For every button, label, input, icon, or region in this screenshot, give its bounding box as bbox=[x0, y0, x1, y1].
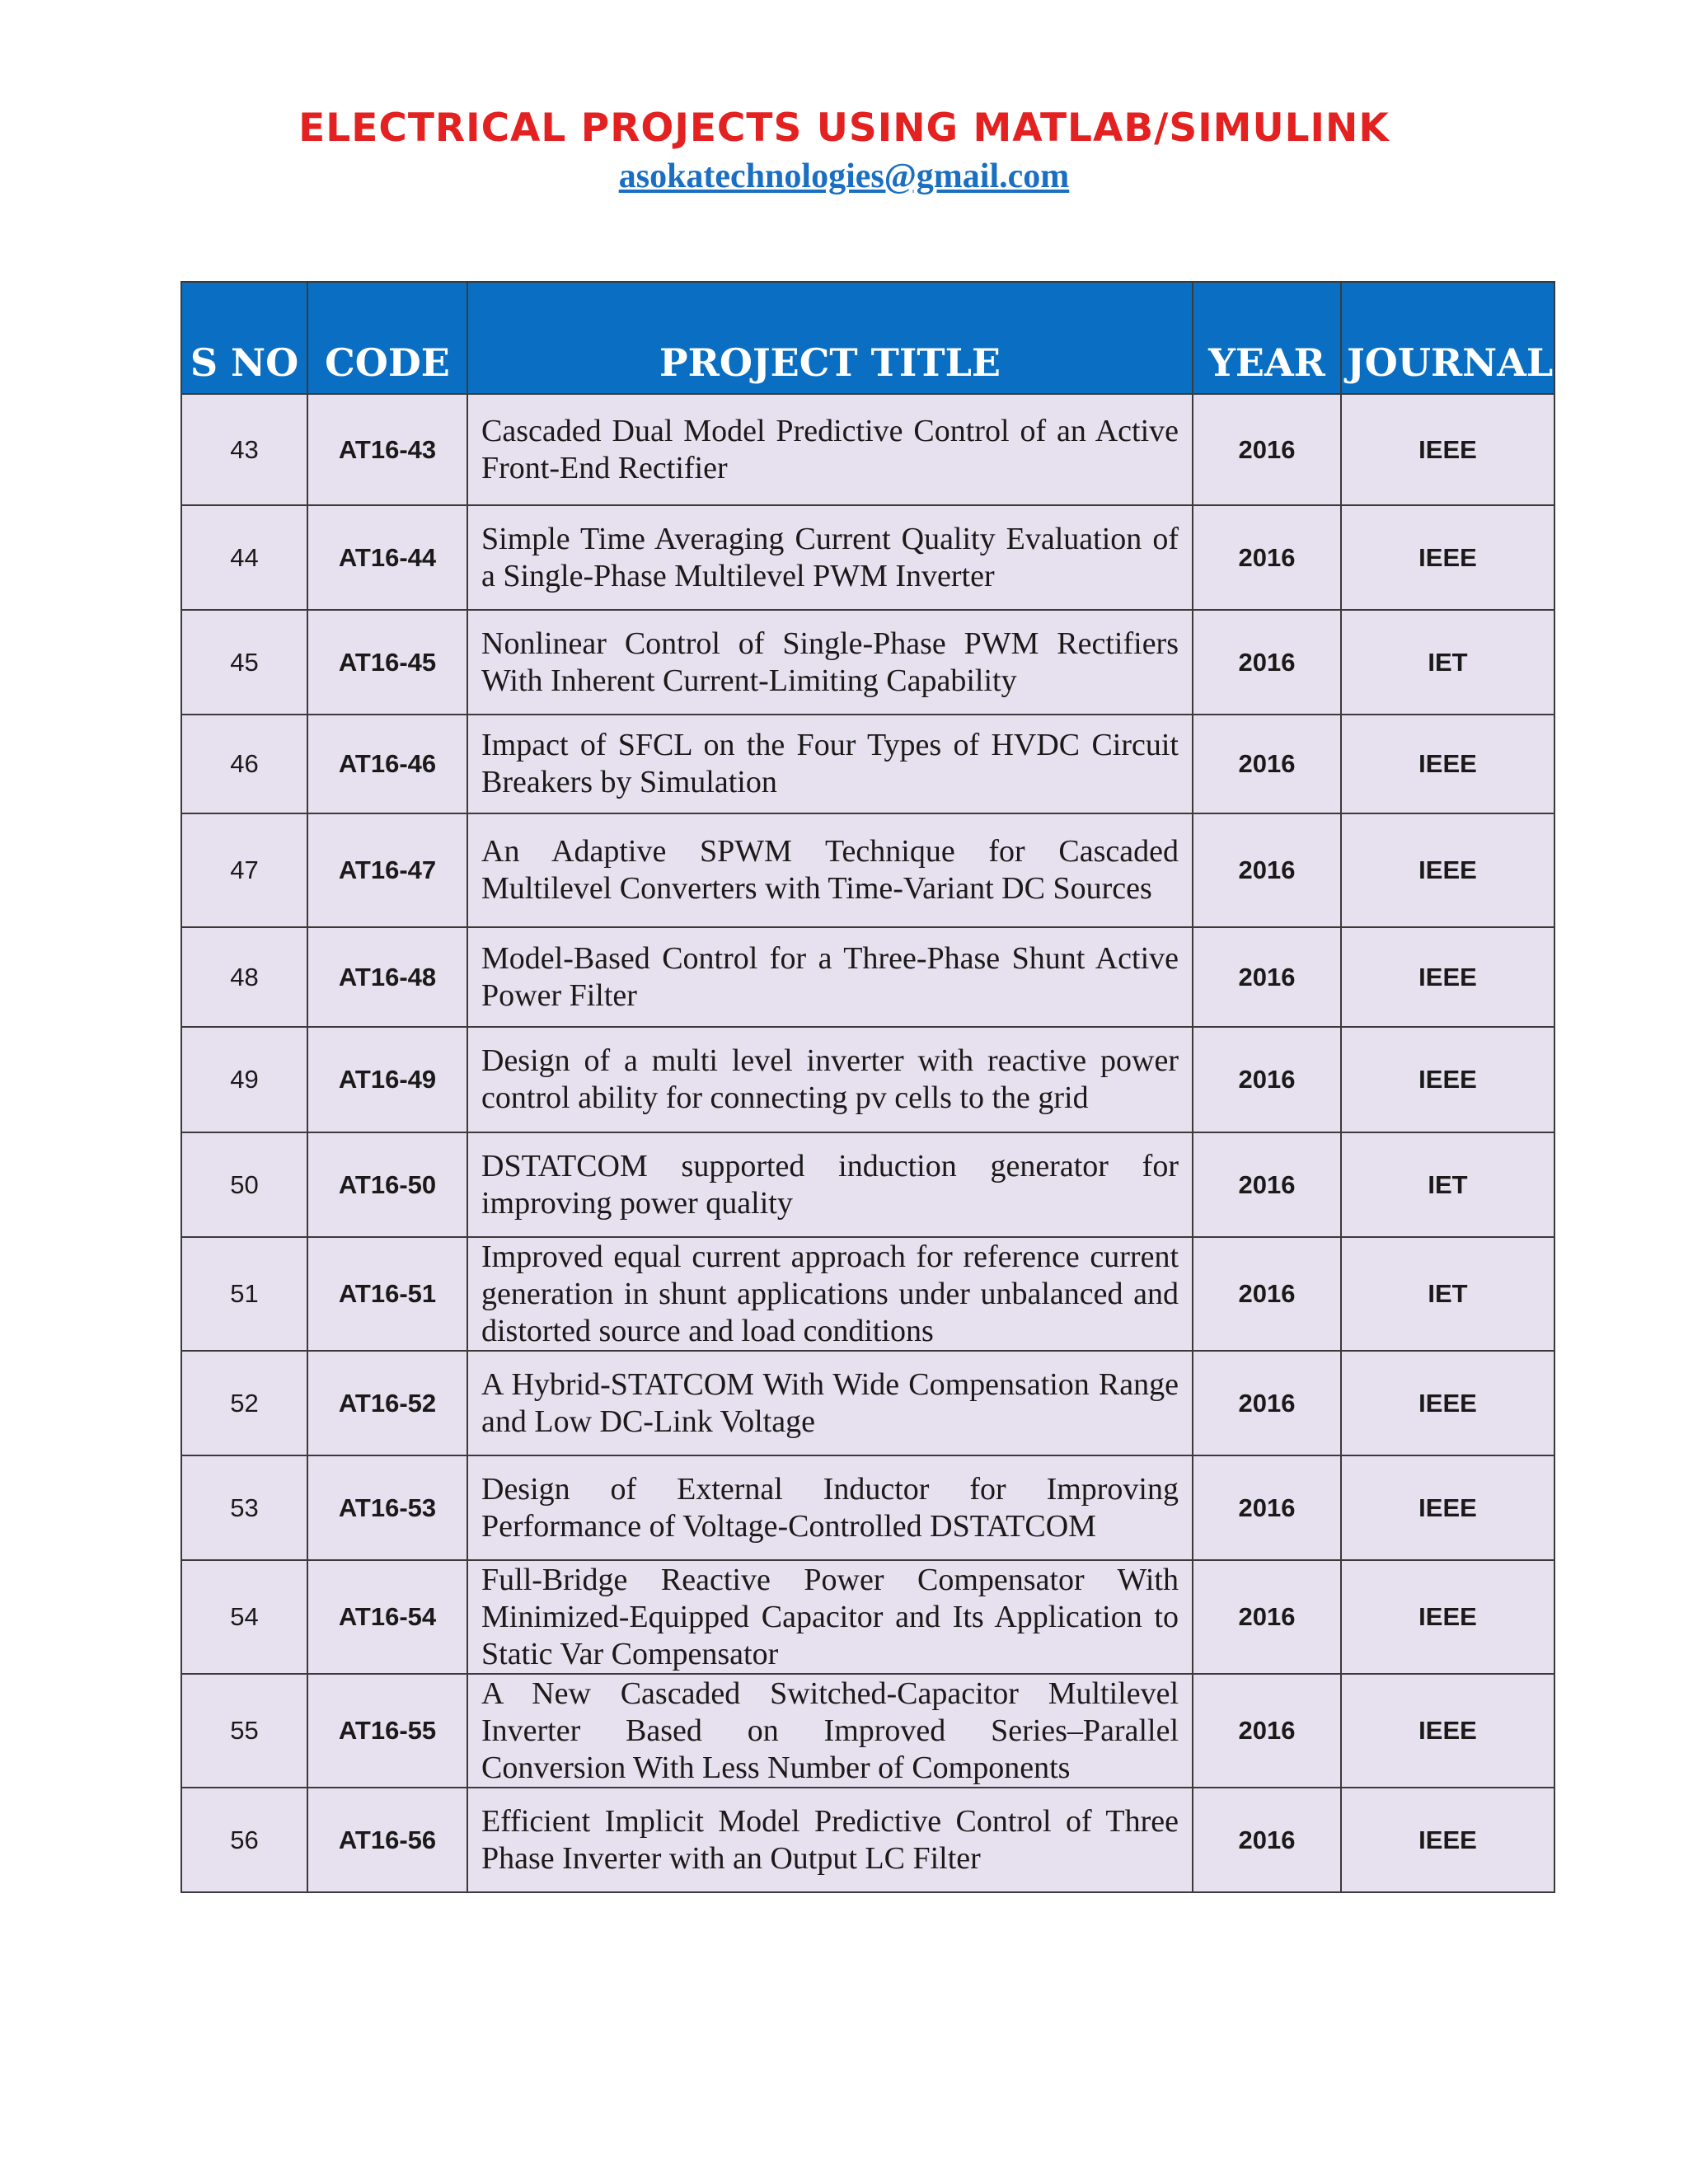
page-title: ELECTRICAL PROJECTS USING MATLAB/SIMULINK bbox=[298, 105, 1390, 151]
cell-sno: 52 bbox=[181, 1351, 307, 1455]
cell-title: An Adaptive SPWM Technique for Cascaded Multilevel Converters with Time-Variant DC Sources bbox=[467, 813, 1193, 927]
cell-journal: IEEE bbox=[1341, 813, 1554, 927]
cell-journal: IEEE bbox=[1341, 1455, 1554, 1560]
cell-code: AT16-49 bbox=[307, 1027, 467, 1132]
table-row bbox=[181, 813, 1554, 927]
cell-title: Design of External Inductor for Improving Performance of Voltage-Controlled DSTATCOM bbox=[467, 1455, 1193, 1560]
table-row bbox=[181, 1455, 1554, 1560]
table-row bbox=[181, 1027, 1554, 1132]
table-header bbox=[181, 282, 1554, 394]
cell-title: Efficient Implicit Model Predictive Control of Three Phase Inverter with an Output LC Filter bbox=[467, 1788, 1193, 1892]
cell-code: AT16-51 bbox=[307, 1237, 467, 1351]
cell-title: Full-Bridge Reactive Power Compensator With Minimized-Equipped Capacitor and Its Application to Static Var Compensator bbox=[467, 1560, 1193, 1674]
cell-journal: IEEE bbox=[1341, 715, 1554, 813]
column-header-title: PROJECT TITLE bbox=[467, 282, 1193, 394]
cell-year: 2016 bbox=[1193, 1788, 1341, 1892]
cell-sno: 46 bbox=[181, 715, 307, 813]
table-row bbox=[181, 1237, 1554, 1351]
cell-journal: IEEE bbox=[1341, 505, 1554, 610]
cell-year: 2016 bbox=[1193, 1560, 1341, 1674]
cell-year: 2016 bbox=[1193, 394, 1341, 505]
table-row bbox=[181, 715, 1554, 813]
table-row bbox=[181, 927, 1554, 1027]
cell-title: Simple Time Averaging Current Quality Evaluation of a Single-Phase Multilevel PWM Inverter bbox=[467, 505, 1193, 610]
cell-journal: IEEE bbox=[1341, 927, 1554, 1027]
table-row bbox=[181, 1560, 1554, 1674]
cell-code: AT16-56 bbox=[307, 1788, 467, 1892]
table-row bbox=[181, 1674, 1554, 1788]
contact-email bbox=[0, 157, 1688, 196]
column-header-sno: S NO bbox=[181, 282, 307, 394]
column-header-journal: JOURNAL bbox=[1341, 282, 1554, 394]
cell-sno: 50 bbox=[181, 1132, 307, 1237]
cell-sno: 43 bbox=[181, 394, 307, 505]
cell-title: Model-Based Control for a Three-Phase Shunt Active Power Filter bbox=[467, 927, 1193, 1027]
cell-title: Impact of SFCL on the Four Types of HVDC Circuit Breakers by Simulation bbox=[467, 715, 1193, 813]
table-row bbox=[181, 1788, 1554, 1892]
cell-year: 2016 bbox=[1193, 1027, 1341, 1132]
cell-journal: IET bbox=[1341, 1237, 1554, 1351]
table-row bbox=[181, 1351, 1554, 1455]
table-row bbox=[181, 505, 1554, 610]
cell-journal: IEEE bbox=[1341, 1788, 1554, 1892]
cell-title: Design of a multi level inverter with reactive power control ability for connecting pv cells to the grid bbox=[467, 1027, 1193, 1132]
column-header-code: CODE bbox=[307, 282, 467, 394]
cell-year: 2016 bbox=[1193, 715, 1341, 813]
cell-sno: 44 bbox=[181, 505, 307, 610]
cell-code: AT16-43 bbox=[307, 394, 467, 505]
cell-year: 2016 bbox=[1193, 1237, 1341, 1351]
cell-year: 2016 bbox=[1193, 1674, 1341, 1788]
cell-code: AT16-52 bbox=[307, 1351, 467, 1455]
cell-journal: IEEE bbox=[1341, 1674, 1554, 1788]
header-row bbox=[181, 282, 1554, 394]
cell-year: 2016 bbox=[1193, 1351, 1341, 1455]
table-row bbox=[181, 1132, 1554, 1237]
cell-sno: 53 bbox=[181, 1455, 307, 1560]
cell-year: 2016 bbox=[1193, 813, 1341, 927]
cell-title: DSTATCOM supported induction generator for improving power quality bbox=[467, 1132, 1193, 1237]
cell-title: Cascaded Dual Model Predictive Control of an Active Front-End Rectifier bbox=[467, 394, 1193, 505]
cell-journal: IEEE bbox=[1341, 1560, 1554, 1674]
cell-code: AT16-50 bbox=[307, 1132, 467, 1237]
table-row bbox=[181, 394, 1554, 505]
cell-sno: 48 bbox=[181, 927, 307, 1027]
cell-code: AT16-45 bbox=[307, 610, 467, 715]
cell-sno: 55 bbox=[181, 1674, 307, 1788]
cell-title: Nonlinear Control of Single-Phase PWM Rectifiers With Inherent Current-Limiting Capability bbox=[467, 610, 1193, 715]
cell-code: AT16-54 bbox=[307, 1560, 467, 1674]
cell-code: AT16-48 bbox=[307, 927, 467, 1027]
cell-code: AT16-44 bbox=[307, 505, 467, 610]
cell-code: AT16-47 bbox=[307, 813, 467, 927]
column-header-year: YEAR bbox=[1193, 282, 1341, 394]
cell-sno: 47 bbox=[181, 813, 307, 927]
cell-year: 2016 bbox=[1193, 610, 1341, 715]
cell-code: AT16-53 bbox=[307, 1455, 467, 1560]
cell-title: Improved equal current approach for reference current generation in shunt applications under unbalanced and distorted source and load conditions bbox=[467, 1237, 1193, 1351]
cell-journal: IEEE bbox=[1341, 1351, 1554, 1455]
email-link[interactable]: asokatechnologies@gmail.com bbox=[618, 157, 1070, 195]
cell-sno: 51 bbox=[181, 1237, 307, 1351]
cell-year: 2016 bbox=[1193, 1132, 1341, 1237]
cell-journal: IEEE bbox=[1341, 394, 1554, 505]
cell-title: A New Cascaded Switched-Capacitor Multilevel Inverter Based on Improved Series–Parallel Conversion With Less Number of Components bbox=[467, 1674, 1193, 1788]
cell-journal: IEEE bbox=[1341, 1027, 1554, 1132]
cell-year: 2016 bbox=[1193, 1455, 1341, 1560]
cell-journal: IET bbox=[1341, 610, 1554, 715]
cell-year: 2016 bbox=[1193, 927, 1341, 1027]
table-row bbox=[181, 610, 1554, 715]
cell-sno: 49 bbox=[181, 1027, 307, 1132]
cell-code: AT16-55 bbox=[307, 1674, 467, 1788]
cell-code: AT16-46 bbox=[307, 715, 467, 813]
cell-title: A Hybrid-STATCOM With Wide Compensation Range and Low DC-Link Voltage bbox=[467, 1351, 1193, 1455]
cell-year: 2016 bbox=[1193, 505, 1341, 610]
cell-sno: 54 bbox=[181, 1560, 307, 1674]
projects-table bbox=[181, 281, 1555, 1893]
cell-sno: 45 bbox=[181, 610, 307, 715]
cell-sno: 56 bbox=[181, 1788, 307, 1892]
cell-journal: IET bbox=[1341, 1132, 1554, 1237]
table-body bbox=[181, 394, 1554, 1892]
